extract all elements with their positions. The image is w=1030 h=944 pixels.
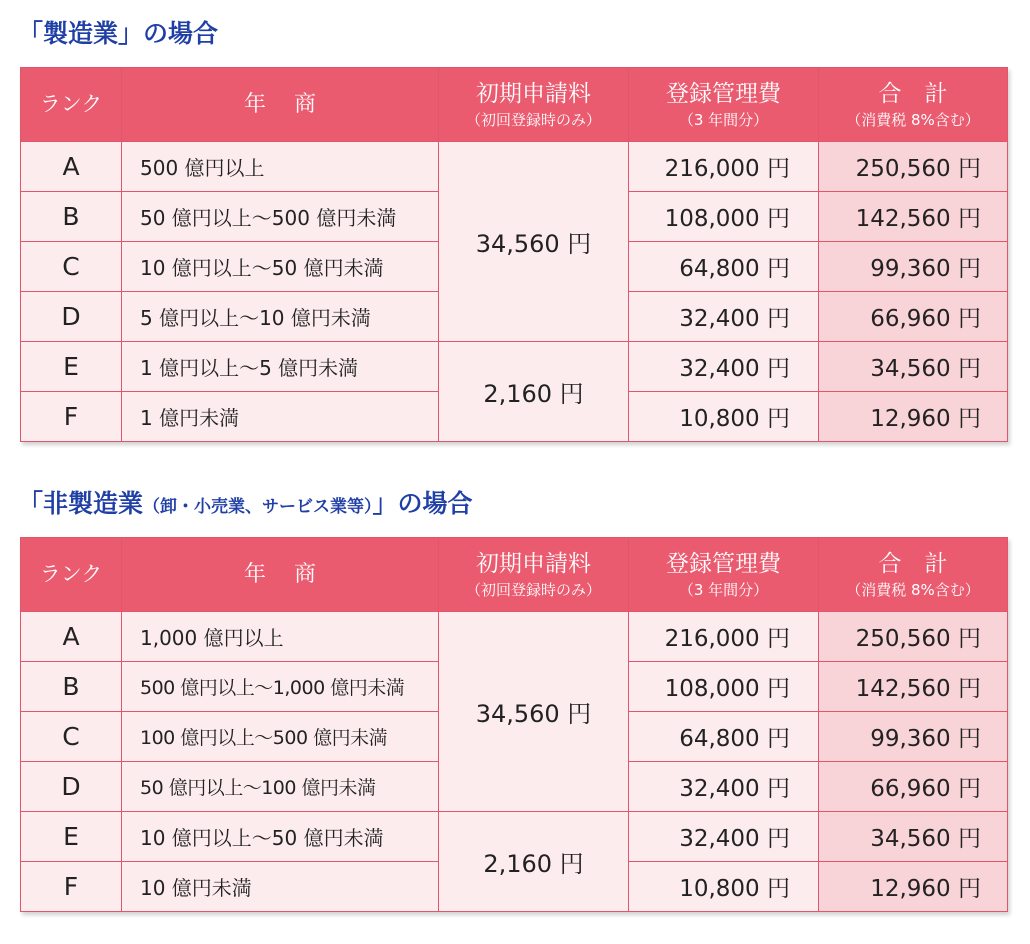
rank-cell: D	[21, 762, 122, 812]
header-rank: ランク	[21, 538, 122, 612]
table-row	[21, 342, 1008, 392]
total-cell: 142,560 円	[819, 662, 1008, 712]
rank-cell: C	[21, 242, 122, 292]
mgmt-fee-cell: 108,000 円	[629, 662, 819, 712]
table-row	[21, 612, 1008, 662]
fee-table-manufacturing	[20, 67, 1008, 442]
section-title-non-manufacturing	[18, 484, 473, 520]
table-row	[21, 812, 1008, 862]
title-end: 」の場合	[372, 489, 473, 518]
total-cell: 12,960 円	[819, 392, 1008, 442]
sales-cell: 10 億円以上～50 億円未満	[122, 242, 439, 292]
sales-cell: 500 億円以上	[122, 142, 439, 192]
table-row	[21, 142, 1008, 192]
sales-cell: 10 億円未満	[122, 862, 439, 912]
rank-cell: F	[21, 862, 122, 912]
table-header-row	[21, 538, 1008, 612]
rank-cell: D	[21, 292, 122, 342]
total-cell: 142,560 円	[819, 192, 1008, 242]
rank-cell: F	[21, 392, 122, 442]
sales-cell: 50 億円以上～100 億円未満	[122, 762, 439, 812]
mgmt-fee-cell: 216,000 円	[629, 142, 819, 192]
sales-cell: 1 億円未満	[122, 392, 439, 442]
header-rank: ランク	[21, 68, 122, 142]
total-cell: 12,960 円	[819, 862, 1008, 912]
table-header-row	[21, 68, 1008, 142]
rank-cell: B	[21, 662, 122, 712]
sales-cell: 5 億円以上～10 億円未満	[122, 292, 439, 342]
mgmt-fee-cell: 108,000 円	[629, 192, 819, 242]
sales-cell: 100 億円以上～500 億円未満	[122, 712, 439, 762]
mgmt-fee-cell: 32,400 円	[629, 812, 819, 862]
total-cell: 250,560 円	[819, 142, 1008, 192]
rank-cell: E	[21, 812, 122, 862]
total-cell: 250,560 円	[819, 612, 1008, 662]
mgmt-fee-cell: 32,400 円	[629, 292, 819, 342]
init-fee-cell: 34,560 円	[439, 612, 629, 812]
mgmt-fee-cell: 32,400 円	[629, 762, 819, 812]
rank-cell: A	[21, 142, 122, 192]
header-sales: 年商	[122, 68, 439, 142]
title-main: 「非製造業	[18, 489, 144, 518]
header-sales: 年商	[122, 538, 439, 612]
sales-cell: 1,000 億円以上	[122, 612, 439, 662]
total-cell: 34,560 円	[819, 812, 1008, 862]
sales-cell: 50 億円以上～500 億円未満	[122, 192, 439, 242]
section-title-manufacturing: 「製造業」の場合	[18, 19, 219, 48]
total-cell: 99,360 円	[819, 242, 1008, 292]
rank-cell: A	[21, 612, 122, 662]
sales-cell: 10 億円以上～50 億円未満	[122, 812, 439, 862]
mgmt-fee-cell: 10,800 円	[629, 862, 819, 912]
mgmt-fee-cell: 32,400 円	[629, 342, 819, 392]
mgmt-fee-cell: 216,000 円	[629, 612, 819, 662]
total-cell: 66,960 円	[819, 762, 1008, 812]
init-fee-cell: 34,560 円	[439, 142, 629, 342]
header-mgmt-fee: 登録管理費 （3 年間分）	[629, 538, 819, 612]
fee-table-non-manufacturing	[20, 537, 1008, 912]
header-init-fee: 初期申請料 （初回登録時のみ）	[439, 538, 629, 612]
header-init-fee: 初期申請料 （初回登録時のみ）	[439, 68, 629, 142]
rank-cell: E	[21, 342, 122, 392]
init-fee-cell: 2,160 円	[439, 812, 629, 912]
mgmt-fee-cell: 10,800 円	[629, 392, 819, 442]
header-mgmt-fee: 登録管理費 （3 年間分）	[629, 68, 819, 142]
total-cell: 99,360 円	[819, 712, 1008, 762]
rank-cell: C	[21, 712, 122, 762]
rank-cell: B	[21, 192, 122, 242]
total-cell: 66,960 円	[819, 292, 1008, 342]
mgmt-fee-cell: 64,800 円	[629, 242, 819, 292]
mgmt-fee-cell: 64,800 円	[629, 712, 819, 762]
header-total: 合 計 （消費税 8%含む）	[819, 538, 1008, 612]
title-sub: （卸・小売業、サービス業等）	[143, 497, 373, 517]
header-total: 合 計 （消費税 8%含む）	[819, 68, 1008, 142]
sales-cell: 500 億円以上～1,000 億円未満	[122, 662, 439, 712]
init-fee-cell: 2,160 円	[439, 342, 629, 442]
sales-cell: 1 億円以上～5 億円未満	[122, 342, 439, 392]
total-cell: 34,560 円	[819, 342, 1008, 392]
